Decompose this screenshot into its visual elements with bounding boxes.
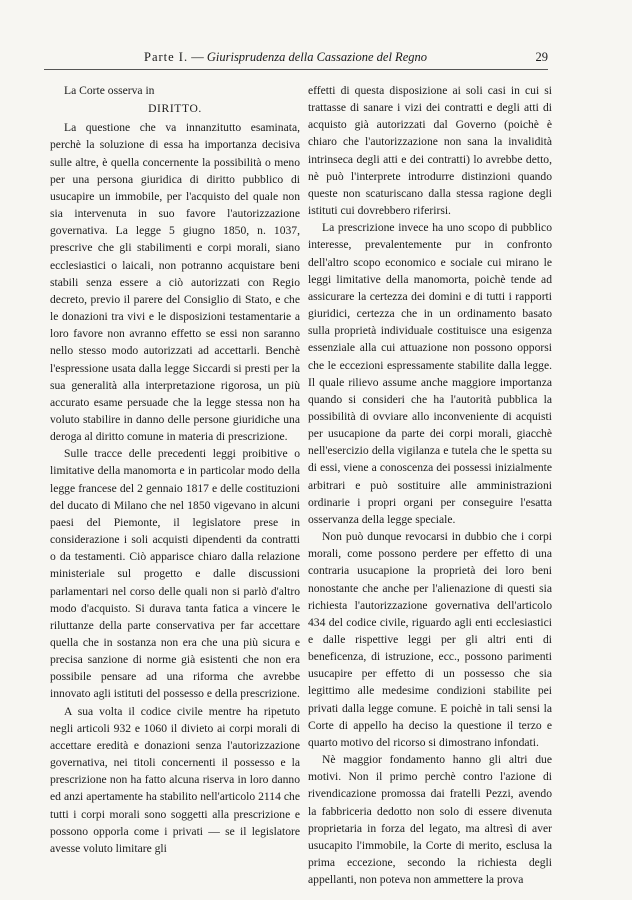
paragraph: A sua volta il codice civile mentre ha ripetuto negli articoli 932 e 1060 il divieto ai corpi morali di accettare eredità e donazioni senza l'autorizzazione governativa, nei titoli concernenti il possesso e la prescrizione non ha fatto alcuna riserva in loro danno ed anzi apertamente ha stabilito nell'articolo 2114 che tutti i corpi morali sono soggetti alla prescrizione e possono opporla come i privati — se il legislatore avesse voluto limitare gli xyxy=(50,704,300,855)
right-column xyxy=(308,82,552,888)
intro-line: La Corte osserva in xyxy=(64,84,155,97)
paragraph: Sulle tracce delle precedenti leggi proibitive o limitative della manomorta e in particolar modo della legge francese del 2 gennaio 1817 e delle costituzioni del ducato di Milano che nel 1850 vigevano in alcuni paesi del Piemonte, il legislatore prese in considerazione i soli acquisti dipendenti da contratti o da testamenti. Ciò apparisce chiaro dalla relazione ministeriale sul progetto e dalle discussioni parlamentari nel corso delle quali non si parlò d'altro modo d'acquisto. Si durava tanta fatica a vincere le riluttanze della parte conservativa per far accettare quella che in sostanza non era che una più sicura e precisa sanzione di norme già esistenti che non era possibile pensare ad una riforma che avrebbe innovato agli istituti del possesso e della prescrizione. xyxy=(50,447,300,701)
paragraph: La prescrizione invece ha uno scopo di pubblico interesse, prevalentemente pur in confronto dell'altro scopo economico e sociale cui mirano le leggi limitative della manomorta, poichè tende ad assicurare la certezza dei domini e di tutti i rapporti giuridici, certezza che in un ordinamento basato sulla proprietà individuale costituisce una esigenza essenziale alla cui attuazione non possono opporsi che le eccezioni espressamente stabilite dalla legge. Il quale rilievo assume anche maggiore importanza quando si consideri che ha l'autorità pubblica la possibilità di ovviare allo inconveniente di acquisti per usucapione da parte dei corpi morali, giacchè nell'esercizio della vigilanza e tutela che le spetta su di essi, viene a conoscenza dei possessi inizialmente arbitrari e può sostituire alle amministrazioni ordinarie i propri organi per conseguire l'esatta osservanza della legge speciale. xyxy=(308,221,552,526)
running-title xyxy=(144,50,427,65)
paragraph: Nè maggior fondamento hanno gli altri due motivi. Non il primo perchè contro l'azione di rivendicazione promossa dai fratelli Pezzi, avendo la fabbriceria dedotto non solo di essere divenuta proprietaria in forza del legato, ma altresì di aver usucapito l'immobile, la Corte di merito, esclusa la prima eccezione, secondo la richiesta degli appellanti, non poteva non ammettere la prova xyxy=(308,753,552,887)
section-heading: DIRITTO. xyxy=(148,102,202,116)
header-part: Parte I. xyxy=(144,50,189,64)
paragraph-continued: effetti di questa disposizione ai soli casi in cui si trattasse di sanare i vizi dei contratti e degli atti di acquisto già autorizzati dal Governo (poichè è chiaro che l'autorizzazione non sana la invalidità intrinseca degli atti e dei contratti) lo avrebbe detto, nè può l'interprete introdurre distinzioni quando queste non scaturiscano dalla stessa ragione degli istituti cui dovrebbero riferirsi. xyxy=(308,84,552,218)
header-title: Giurisprudenza della Cassazione del Regno xyxy=(206,50,427,64)
paragraph: La questione che va innanzitutto esaminata, perchè la soluzione di essa ha importanza decisiva sulle altre, è quella concernente la possibilità o meno per una persona giuridica di diritto pubblico di usucapire un immobile, per l'acquisto del quale non sia intervenuta in suo favore l'autorizzazione governativa. La legge 5 giugno 1850, n. 1037, prescrive che gli stabilimenti e corpi morali, siano ecclesiastici o laicali, non potranno acquistare beni stabili senza essere a ciò autorizzati con Regio decreto, previo il parere del Consiglio di Stato, e che le donazioni tra vivi e le disposizioni testamentarie a loro favore non avranno effetto se essi non saranno nello stesso modo autorizzati ad accettarli. Benchè l'espressione usata dalla legge Siccardi si presti per la sua generalità alla interpretazione rigorosa, un più accurato esame persuade che la legge stessa non ha voluto stabilire in danno delle persone giuridiche una deroga al diritto comune in materia di prescrizione. xyxy=(50,121,300,444)
left-column xyxy=(50,82,300,857)
header-rule xyxy=(44,69,548,70)
header-dash: — xyxy=(188,50,207,64)
paragraph: Non può dunque revocarsi in dubbio che i corpi morali, come possono perdere per effetto di una contraria usucapione la proprietà dei loro beni nonostante che anche per l'alienazione di questi sia richiesta l'autorizzazione governativa dell'articolo 434 del codice civile, riguardo agli enti ecclesiastici e dalle rispettive leggi per gli altri enti di beneficenza, di istruzione, ecc., possono parimenti usucapire per effetto di un possesso che sia legittimo alle medesime condizioni stabilite pei privati dalla legge comune. E poichè in tali sensi la Corte di appello ha deciso la questione il terzo e quarto motivo del ricorso si dimostrano infondati. xyxy=(308,530,552,749)
page-number: 29 xyxy=(535,50,548,64)
running-header xyxy=(44,50,548,66)
